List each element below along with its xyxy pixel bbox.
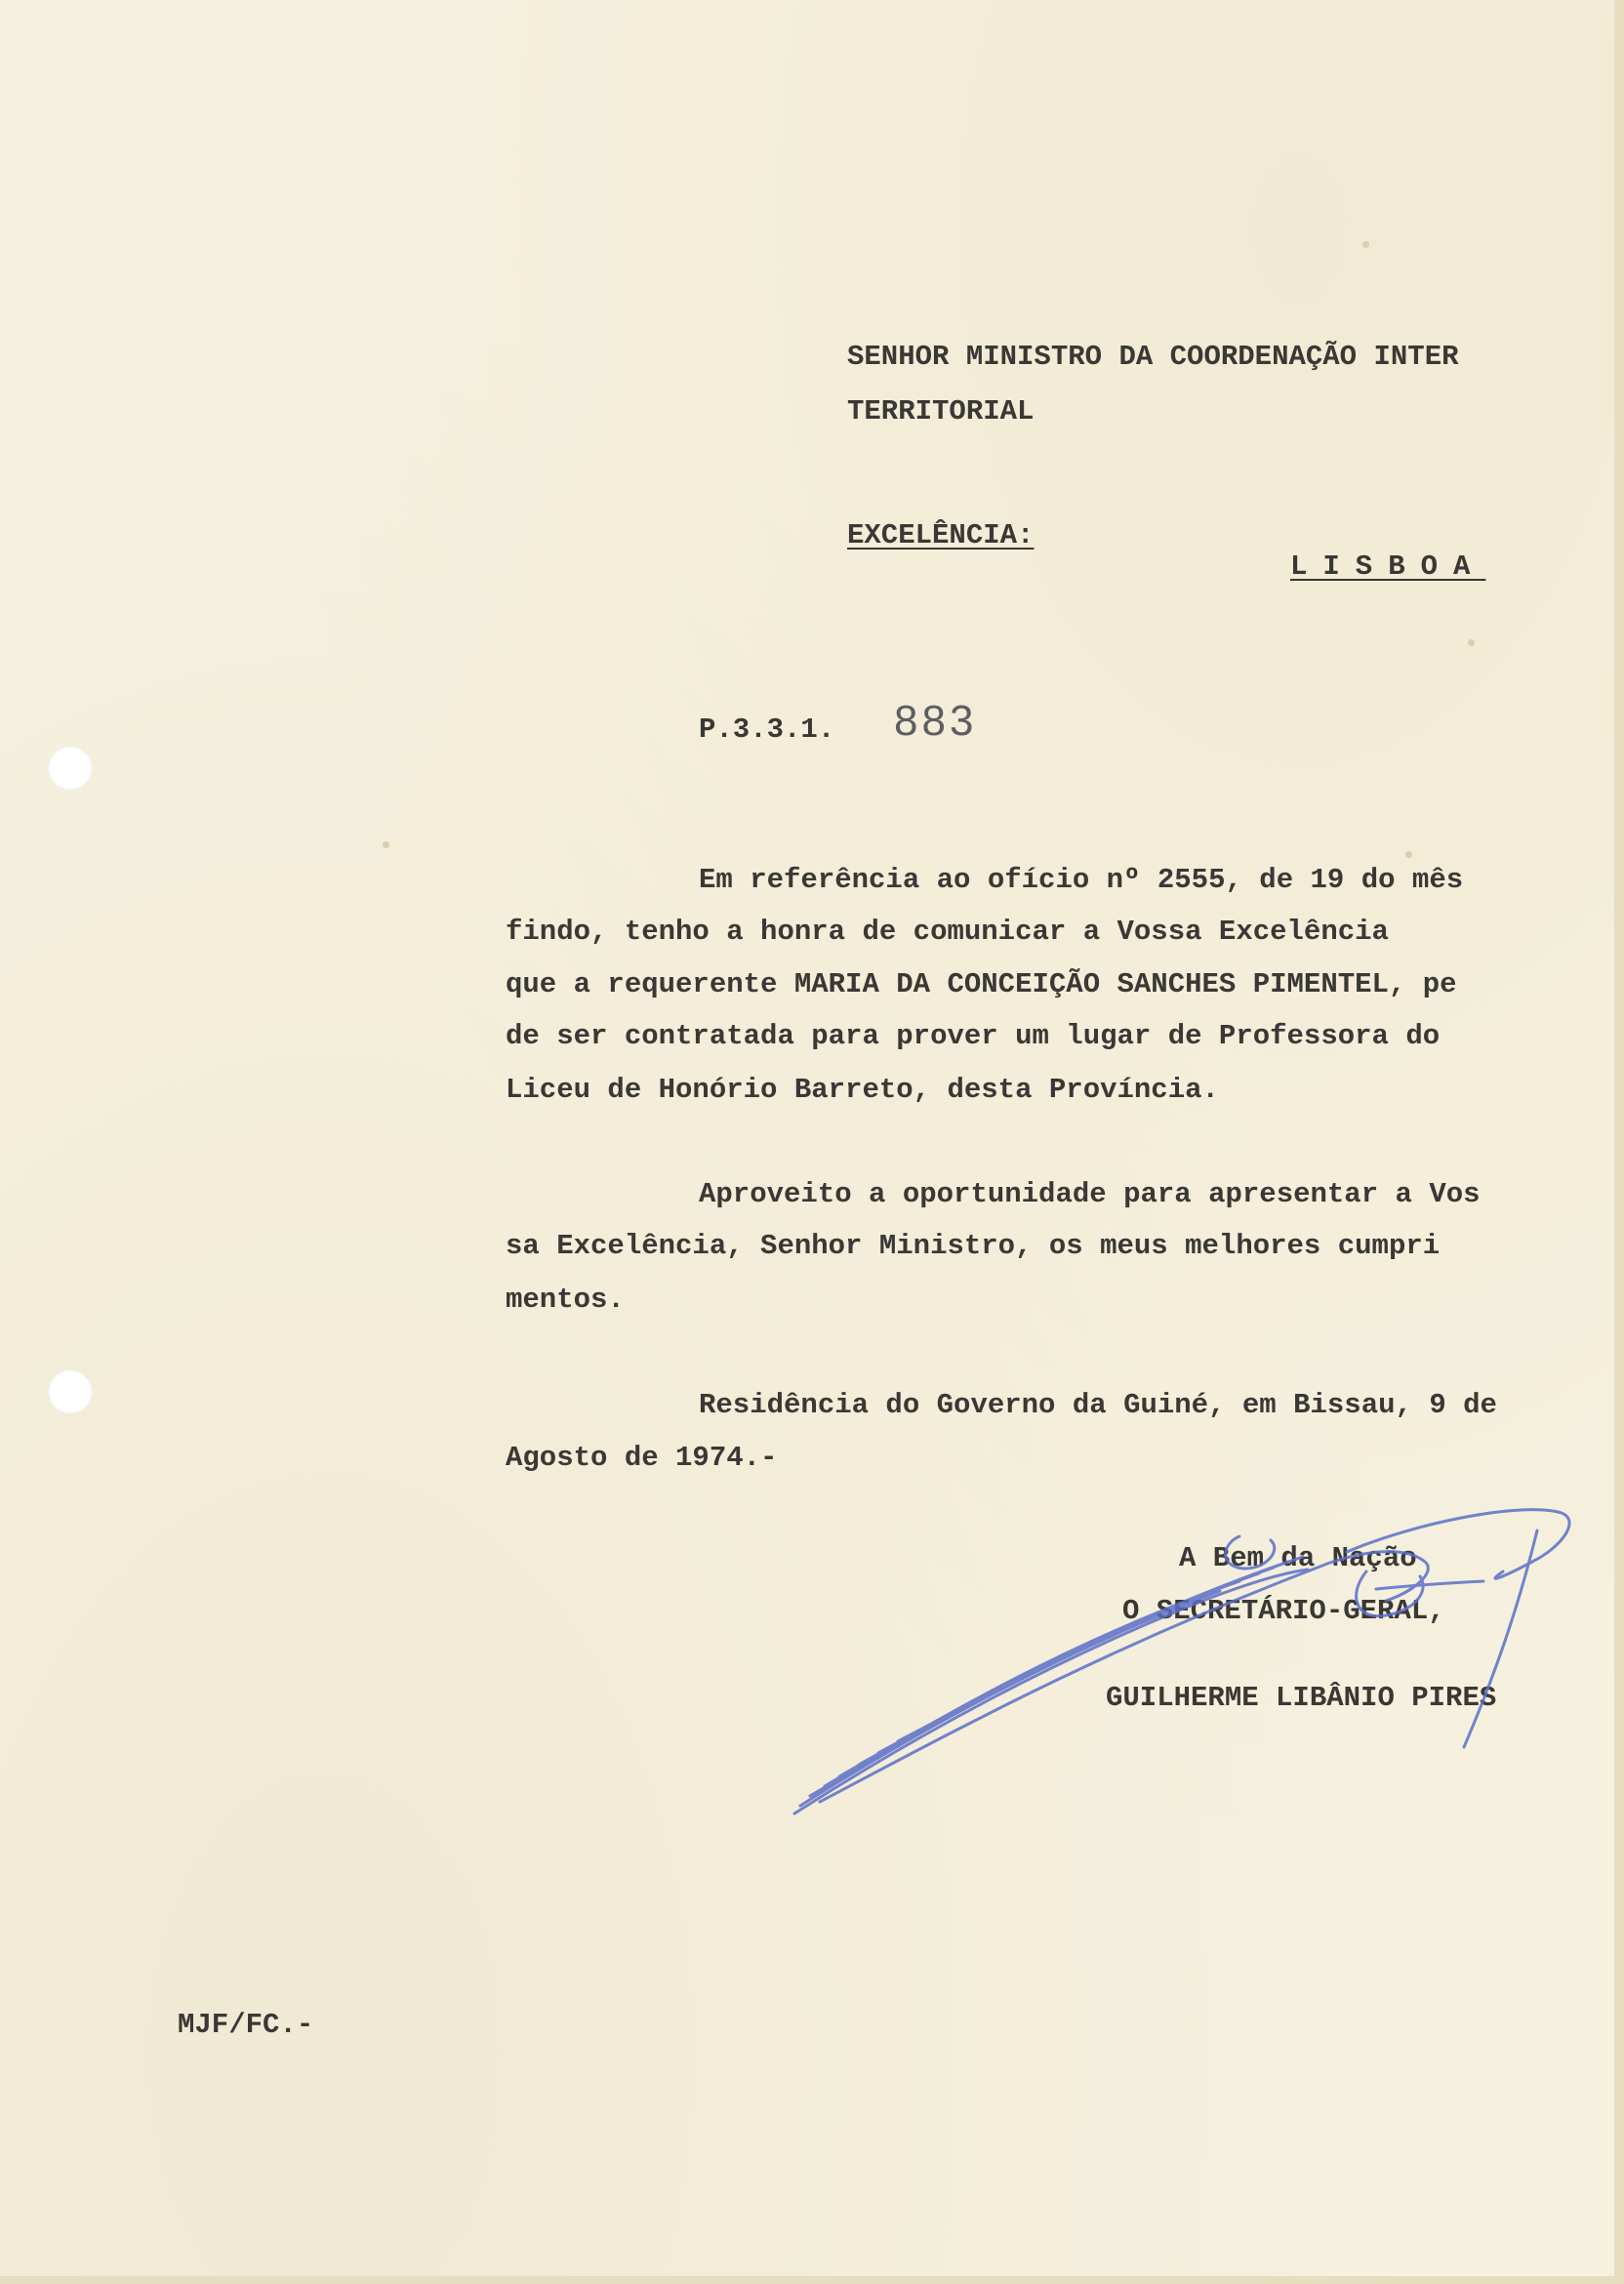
paragraph-2-line-2: sa Excelência, Senhor Ministro, os meus melhores cumpri — [506, 1230, 1441, 1262]
addressee-line-1: SENHOR MINISTRO DA COORDENAÇÃO INTER — [847, 341, 1459, 373]
paper-speck — [1468, 639, 1475, 646]
paragraph-1-line-3: que a requerente MARIA DA CONCEIÇÃO SANCHES PIMENTEL, pe — [506, 968, 1457, 1000]
paper-speck — [383, 841, 389, 848]
paper-speck — [1362, 241, 1369, 248]
reference-initials: MJF/FC.- — [178, 2009, 314, 2041]
city: LISBOA — [1290, 551, 1486, 583]
reference-number: 883 — [894, 697, 978, 745]
paper-speck — [1405, 851, 1412, 858]
page-edge-right — [1614, 0, 1624, 2284]
punch-hole-bottom — [48, 1369, 93, 1414]
addressee-line-2: TERRITORIAL — [847, 395, 1035, 428]
salutation: EXCELÊNCIA: — [847, 519, 1035, 551]
paragraph-2-line-3: mentos. — [506, 1284, 625, 1316]
paragraph-1-line-5: Liceu de Honório Barreto, desta Província. — [506, 1074, 1219, 1106]
paragraph-1-line-1: Em referência ao ofício nº 2555, de 19 do mês — [699, 864, 1464, 896]
closing-line: A Bem da Nação — [1179, 1542, 1417, 1574]
handwritten-signature — [781, 1503, 1581, 1835]
place-date-line-2: Agosto de 1974.- — [506, 1442, 778, 1474]
reference-code: P.3.3.1. — [699, 714, 835, 746]
signatory-name: GUILHERME LIBÂNIO PIRES — [1106, 1682, 1497, 1714]
paragraph-1-line-2: findo, tenho a honra de comunicar a Vossa Excelência — [506, 916, 1389, 948]
paragraph-2-line-1: Aproveito a oportunidade para apresentar a Vos — [699, 1178, 1481, 1210]
page-edge-bottom — [0, 2276, 1624, 2284]
signatory-title: O SECRETÁRIO-GERAL, — [1122, 1595, 1445, 1627]
paragraph-1-line-4: de ser contratada para prover um lugar de Professora do — [506, 1020, 1441, 1052]
place-date-line-1: Residência do Governo da Guiné, em Bissau, 9 de — [699, 1389, 1497, 1421]
punch-hole-top — [48, 746, 93, 791]
